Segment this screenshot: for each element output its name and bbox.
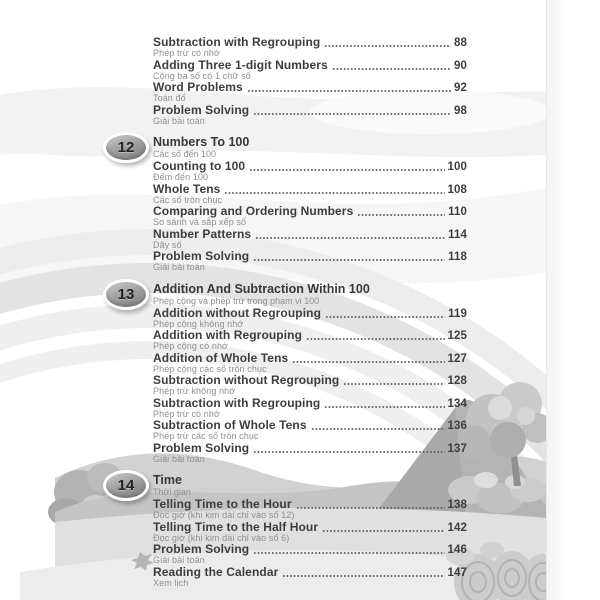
entry-subtitle: So sánh và sắp xếp số <box>153 217 247 227</box>
chapter-heading <box>117 473 467 497</box>
toc-entry <box>153 543 467 566</box>
entry-page-number: 119 <box>448 307 467 320</box>
entry-page-number: 125 <box>447 330 467 342</box>
entry-page-number: 88 <box>454 37 467 49</box>
entry-title: Reading the Calendar <box>153 564 279 579</box>
entry-title: Addition without Regrouping <box>153 305 321 320</box>
leader-dots <box>292 359 444 364</box>
entry-page-number: 142 <box>447 521 467 534</box>
leader-dots <box>253 111 451 116</box>
toc-entry <box>153 250 467 273</box>
toc-entry <box>153 352 467 375</box>
leader-dots <box>324 404 444 409</box>
entry-page-number: 138 <box>447 499 467 511</box>
entry-page-number: 128 <box>447 375 467 387</box>
entry-page-number: 147 <box>447 566 467 579</box>
entry-page-number: 110 <box>448 206 467 218</box>
entry-page-number: 136 <box>447 420 467 432</box>
leader-dots <box>296 505 445 510</box>
chapter-title: Numbers To 100 <box>153 135 250 149</box>
entry-subtitle: Phép trừ có nhớ <box>153 408 220 419</box>
toc-entry <box>153 81 467 104</box>
leader-dots <box>343 381 444 386</box>
toc-entry <box>153 329 467 352</box>
entry-page-number: 137 <box>447 442 467 455</box>
chapter-number-badge <box>103 470 149 501</box>
entry-title: Counting to 100 <box>153 159 246 173</box>
entry-subtitle: Phép trừ các số tròn chục <box>153 431 259 441</box>
entry-subtitle: Phép trừ không nhớ <box>153 386 236 396</box>
leader-dots <box>253 257 445 262</box>
toc-entry <box>153 397 467 420</box>
leader-dots <box>322 528 444 533</box>
toc-entry <box>153 36 467 59</box>
entry-page-number: 98 <box>454 104 467 117</box>
entry-page-number: 90 <box>454 59 467 72</box>
entry-title: Addition of Whole Tens <box>153 350 289 365</box>
toc-entry <box>153 307 467 330</box>
entry-page-number: 146 <box>447 544 467 556</box>
toc-entry <box>153 160 467 183</box>
page-edge <box>546 0 600 600</box>
toc-entry <box>153 59 467 82</box>
entry-title: Word Problems <box>153 80 243 94</box>
entry-title: Subtraction of Whole Tens <box>153 418 307 432</box>
entry-page-number: 100 <box>447 161 467 173</box>
entry-page-number: 108 <box>447 183 467 196</box>
leader-dots <box>311 426 445 431</box>
entry-title: Comparing and Ordering Numbers <box>153 204 354 218</box>
chapter-title: Time <box>153 473 182 487</box>
entry-subtitle: Giải bài toán <box>153 453 205 464</box>
entry-page-number: 114 <box>448 228 467 241</box>
entry-subtitle: Giải bài toán <box>153 262 205 272</box>
entry-title: Problem Solving <box>153 542 250 556</box>
leader-dots <box>332 66 451 71</box>
entry-subtitle: Dãy số <box>153 239 182 250</box>
toc-section-14 <box>117 473 467 588</box>
chapter-subtitle: Các số đến 100 <box>153 149 217 159</box>
chapter-heading <box>117 135 467 159</box>
entry-title: Telling Time to the Half Hour <box>153 519 319 534</box>
toc-entry <box>153 104 467 127</box>
entry-page-number: 127 <box>447 352 467 365</box>
leader-dots <box>282 573 444 578</box>
leader-dots <box>306 336 444 341</box>
entry-subtitle: Phép cộng có nhớ <box>153 341 229 351</box>
entry-title: Subtraction without Regrouping <box>153 373 340 387</box>
toc-entry <box>153 205 467 228</box>
leader-dots <box>255 235 445 240</box>
entry-title: Problem Solving <box>153 102 250 117</box>
entry-title: Telling Time to the Hour <box>153 497 292 511</box>
entry-subtitle: Xem lịch <box>153 577 189 588</box>
leader-dots <box>253 449 444 454</box>
toc-entry <box>153 374 467 397</box>
table-of-contents <box>117 35 467 588</box>
entry-title: Whole Tens <box>153 181 221 196</box>
chapter-number: 14 <box>117 477 135 494</box>
entry-subtitle: Đếm đến 100 <box>153 172 209 182</box>
entry-title: Adding Three 1-digit Numbers <box>153 57 328 72</box>
entry-title: Addition with Regrouping <box>153 328 303 342</box>
chapter-subtitle: Phép cộng và phép trừ trong phạm vi 100 <box>153 295 320 306</box>
entry-page-number: 92 <box>454 82 467 94</box>
entry-subtitle: Các số tròn chục <box>153 194 223 205</box>
chapter-number: 12 <box>117 139 135 156</box>
entry-title: Subtraction with Regrouping <box>153 395 321 410</box>
leader-dots <box>253 550 444 555</box>
chapter-number-badge <box>103 279 149 310</box>
chapter-number-badge <box>103 132 149 163</box>
toc-entry <box>153 498 467 521</box>
toc-entry <box>153 183 467 206</box>
toc-entry <box>153 228 467 251</box>
entry-page-number: 118 <box>448 251 467 263</box>
entry-subtitle: Phép cộng không nhớ <box>153 318 244 329</box>
entry-subtitle: Giải bài toán <box>153 555 205 565</box>
entry-subtitle: Phép trừ có nhớ <box>153 48 220 58</box>
entry-subtitle: Đọc giờ (khi kim dài chỉ vào số 12) <box>153 510 295 520</box>
toc-entry <box>153 566 467 589</box>
toc-entry <box>153 521 467 544</box>
leader-dots <box>247 88 451 93</box>
entry-title: Problem Solving <box>153 440 250 455</box>
chapter-heading <box>117 281 467 306</box>
chapter-number: 13 <box>117 285 135 303</box>
leader-dots <box>357 212 445 217</box>
entry-title: Subtraction with Regrouping <box>153 35 321 49</box>
toc-section-13 <box>117 281 467 465</box>
leader-dots <box>249 167 444 172</box>
chapter-subtitle: Thời gian <box>153 487 191 497</box>
entry-page-number: 134 <box>447 397 467 410</box>
toc-entry <box>153 442 467 465</box>
entry-subtitle: Đọc giờ (khi kim dài chỉ vào số 6) <box>153 532 290 543</box>
entry-title: Problem Solving <box>153 249 250 263</box>
leader-dots <box>324 43 451 48</box>
entry-subtitle: Toán đố <box>153 93 186 103</box>
leader-dots <box>325 314 445 319</box>
leader-dots <box>224 190 444 195</box>
chapter-title: Addition And Subtraction Within 100 <box>153 281 370 296</box>
entry-title: Number Patterns <box>153 226 252 241</box>
entry-subtitle: Phép cộng các số tròn chục <box>153 363 267 374</box>
toc-section-12 <box>117 135 467 273</box>
entry-subtitle: Giải bài toán <box>153 115 205 126</box>
entry-subtitle: Cộng ba số có 1 chữ số <box>153 70 251 81</box>
toc-entry <box>153 419 467 442</box>
